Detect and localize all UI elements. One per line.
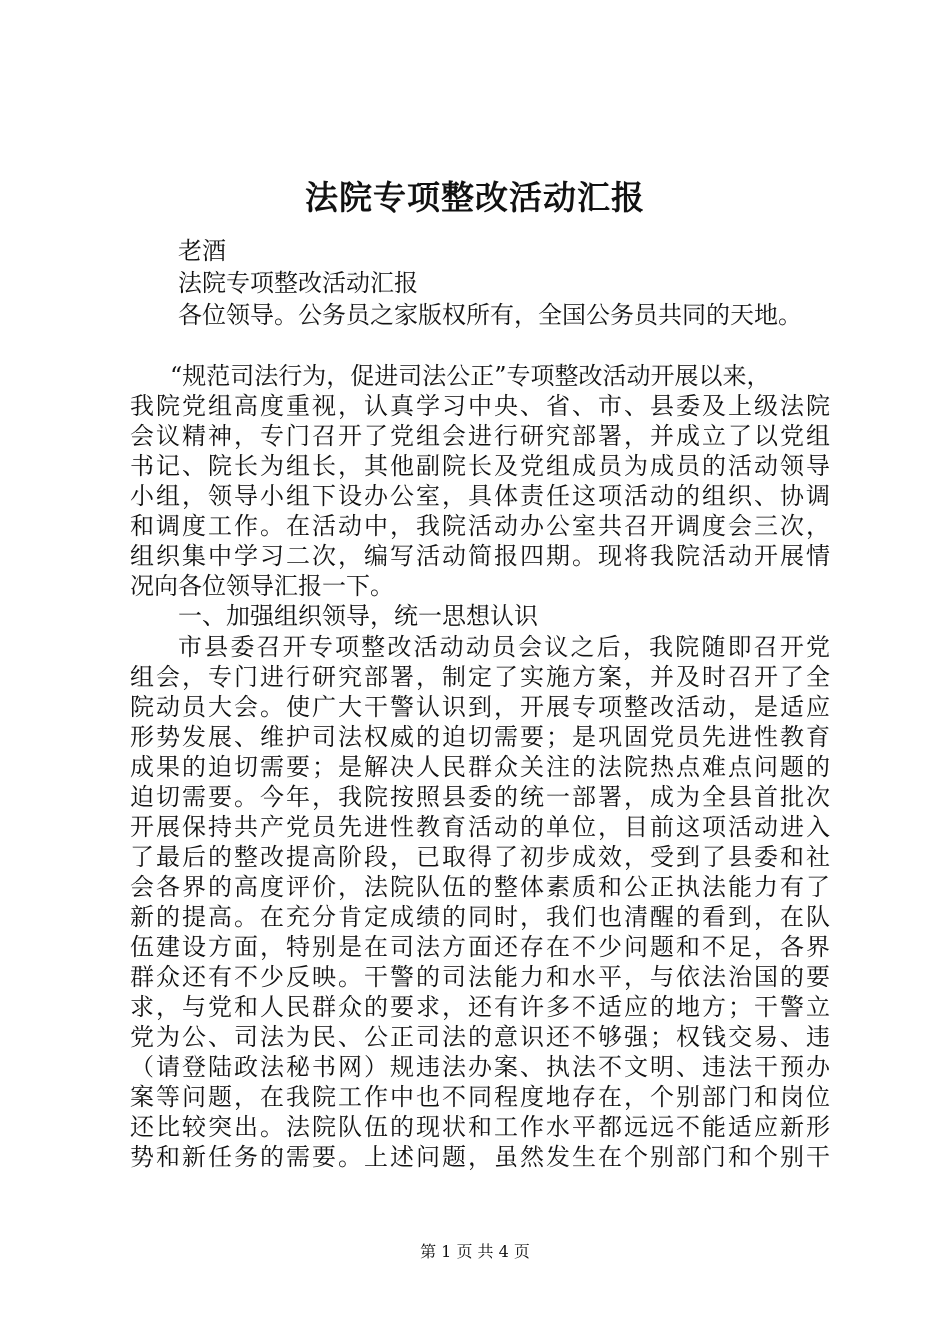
body-line: 市县委召开专项整改活动动员会议之后，我院随即召开党: [178, 633, 830, 661]
salutation-line: 各位领导。公务员之家版权所有，全国公务员共同的天地。: [178, 301, 802, 329]
body-line: 了最后的整改提高阶段，已取得了初步成效，受到了县委和社: [130, 843, 830, 871]
body-line: 小组，领导小组下设办公室，具体责任这项活动的组织、协调: [130, 482, 830, 510]
body-line: 还比较突出。法院队伍的现状和工作水平都远远不能适应新形: [130, 1113, 830, 1141]
page-footer: 第 1 页 共 4 页: [420, 1242, 530, 1261]
body-line: 我院党组高度重视，认真学习中央、省、市、县委及上级法院: [130, 392, 830, 420]
body-line: 形势发展、维护司法权威的迫切需要；是巩固党员先进性教育: [130, 723, 830, 751]
body-line: 和调度工作。在活动中，我院活动办公室共召开调度会三次，: [130, 512, 830, 540]
body-line: 成果的迫切需要；是解决人民群众关注的法院热点难点问题的: [130, 753, 830, 781]
body-line: （请登陆政法秘书网）规违法办案、执法不文明、违法干预办: [130, 1053, 830, 1081]
body-line: 开展保持共产党员先进性教育活动的单位，目前这项活动进入: [130, 813, 830, 841]
section-heading: 一、加强组织领导，统一思想认识: [178, 602, 538, 630]
body-line: 组会，专门进行研究部署，制定了实施方案，并及时召开了全: [130, 663, 830, 691]
body-line: 况向各位领导汇报一下。: [130, 572, 394, 600]
subtitle-line: 法院专项整改活动汇报: [178, 269, 418, 297]
body-line: 迫切需要。今年，我院按照县委的统一部署，成为全县首批次: [130, 783, 830, 811]
body-line: 案等问题，在我院工作中也不同程度地存在，个别部门和岗位: [130, 1083, 830, 1111]
body-line: 党为公、司法为民、公正司法的意识还不够强；权钱交易、违: [130, 1023, 830, 1051]
body-line: 求，与党和人民群众的要求，还有许多不适应的地方；干警立: [130, 993, 830, 1021]
body-line: 势和新任务的需要。上述问题，虽然发生在个别部门和个别干: [130, 1143, 830, 1171]
body-line: 群众还有不少反映。干警的司法能力和水平，与依法治国的要: [130, 963, 830, 991]
body-line: 书记、院长为组长，其他副院长及党组成员为成员的活动领导: [130, 452, 830, 480]
body-line: 新的提高。在充分肯定成绩的同时，我们也清醒的看到，在队: [130, 903, 830, 931]
body-line: “规范司法行为，促进司法公正”专项整改活动开展以来，: [170, 362, 771, 390]
document-title: 法院专项整改活动汇报: [305, 178, 645, 217]
body-line: 会议精神，专门召开了党组会进行研究部署，并成立了以党组: [130, 422, 830, 450]
body-line: 组织集中学习二次，编写活动简报四期。现将我院活动开展情: [130, 542, 830, 570]
author-line: 老酒: [178, 237, 226, 265]
body-line: 伍建设方面，特别是在司法方面还存在不少问题和不足，各界: [130, 933, 830, 961]
body-line: 院动员大会。使广大干警认识到，开展专项整改活动，是适应: [130, 693, 830, 721]
body-line: 会各界的高度评价，法院队伍的整体素质和公正执法能力有了: [130, 873, 830, 901]
